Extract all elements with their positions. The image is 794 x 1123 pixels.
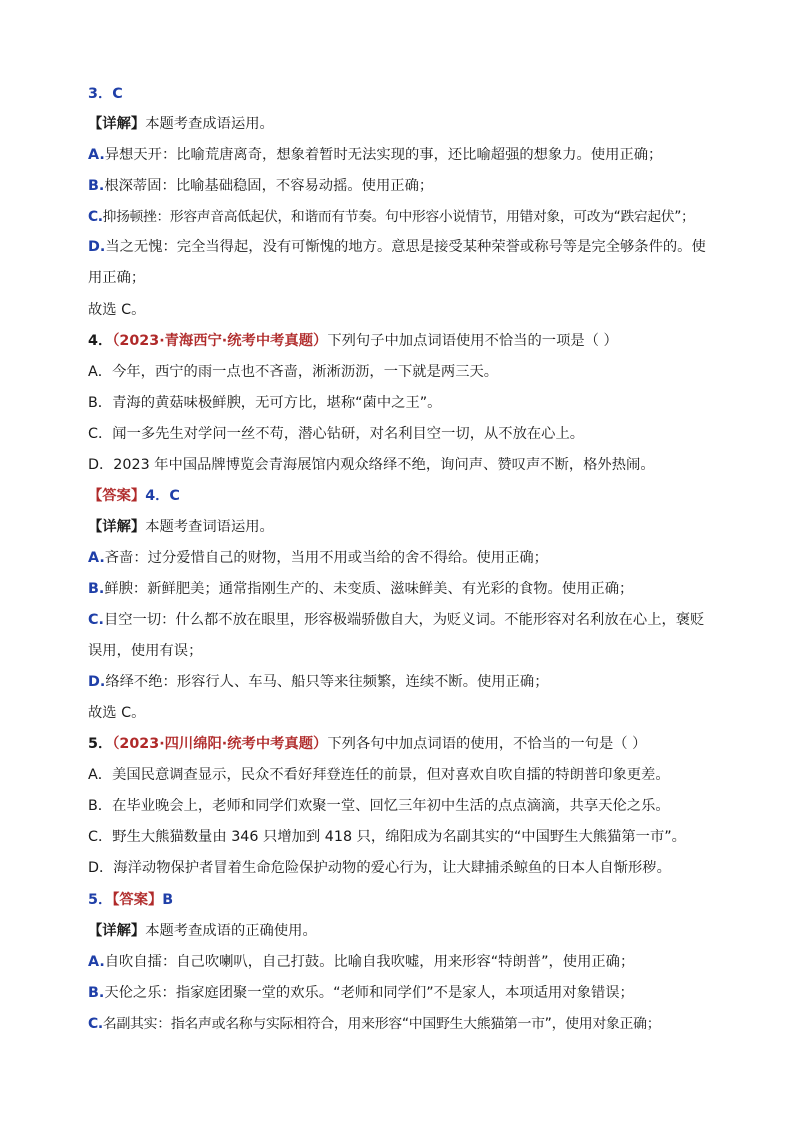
q4-explain-a-label: A.: [88, 550, 105, 566]
q5-detail: [88, 921, 718, 941]
q3-explain-d-text: 当之无愧：完全当得起，没有可惭愧的地方。意思是接受某种荣誉或称号等是完全够条件的。使用正确；: [88, 239, 706, 286]
q3-explain-a-text: 异想天开：比喻荒唐离奇，想象着暂时无法实现的事，还比喻超强的想象力。使用正确；: [104, 147, 663, 163]
q5-explain-a-text: 自吹自擂：自己吹喇叭，自己打鼓。比喻自我吹嘘，用来形容“特朗普”，使用正确；: [104, 954, 635, 970]
q5-explain-a: [88, 952, 718, 972]
q5-question: [88, 734, 718, 754]
q4-explain-c: [88, 605, 718, 667]
q5-explain-a-label: A.: [88, 954, 105, 970]
q5-explain-c-text: 名副其实：指名声或名称与实际相符合，用来形容“中国野生大熊猫第一市”，使用对象正确；: [102, 1016, 661, 1032]
q4-detail: [88, 517, 718, 537]
q4-explain-d-text: 络绎不绝：形容行人、车马、船只等来往频繁，连续不断。使用正确；: [105, 674, 549, 690]
q4-option-d: D．2023 年中国品牌博览会青海展馆内观众络绎不绝，询问声、赞叹声不断，格外热闹。: [88, 457, 655, 473]
q4-explain-b-label: B.: [88, 581, 105, 597]
q3-detail: [88, 114, 718, 134]
q3-detail-text: 本题考查成语运用。: [145, 116, 274, 132]
q4-explain-a-text: 吝啬：过分爱惜自己的财物，当用不用或当给的舍不得给。使用正确；: [104, 550, 548, 566]
q5-explain-b-text: 天伦之乐：指家庭团聚一堂的欢乐。“老师和同学们”不是家人，本项适用对象错误；: [104, 985, 634, 1001]
q3-explain-d-label: D.: [88, 239, 106, 255]
q3-conclusion: 故选 C。: [88, 302, 146, 318]
q3-explain-c-text: 抑扬顿挫：形容声音高低起伏，和谐而有节奏。句中形容小说情节，用错对象，可改为“跌宕起伏”；: [102, 209, 695, 225]
q5-answer: [88, 890, 718, 910]
q3-explain-c-label: C.: [88, 209, 103, 225]
q3-explain-b-label: B.: [88, 178, 105, 194]
q4-explain-c-text: 目空一切：什么都不放在眼里，形容极端骄傲自大，为贬义词。不能形容对名利放在心上，褒贬误用，使用有误；: [88, 612, 705, 659]
q5-explain-c: [88, 1014, 718, 1034]
q3-answer: 3．C: [88, 86, 123, 102]
q3-detail-label: 【详解】: [88, 116, 146, 132]
q5-answer-prefix: 5．: [88, 892, 113, 908]
q4-option-a: A．今年，西宁的雨一点也不吝啬，淅淅沥沥，一下就是两三天。: [88, 364, 499, 380]
q4-source: （2023·青海西宁·统考中考真题）: [112, 333, 328, 349]
q5-explain-b-label: B.: [88, 985, 105, 1001]
q5-option-c: C．野生大熊猫数量由 346 只增加到 418 只，绵阳成为名副其实的“中国野生大熊猫第一市”。: [88, 829, 686, 845]
q5-stem: 下列各句中加点词语的使用，不恰当的一句是（ ）: [327, 736, 647, 752]
q4-explain-c-label: C.: [88, 612, 104, 628]
q4-detail-text: 本题考查词语运用。: [145, 519, 274, 535]
q4-stem: 下列句子中加点词语使用不恰当的一项是（ ）: [327, 333, 618, 349]
q4-question: [88, 331, 718, 351]
q3-explain-b-text: 根深蒂固：比喻基础稳固，不容易动摇。使用正确；: [104, 178, 434, 194]
q5-number: 5．: [88, 736, 113, 752]
q5-detail-text: 本题考查成语的正确使用。: [145, 923, 317, 939]
q4-answer-label: 【答案】: [88, 488, 146, 504]
q3-explain-c: [88, 207, 718, 227]
q5-answer-label: 【答案】: [112, 892, 163, 908]
q4-option-b: B．青海的黄菇味极鲜腴，无可方比，堪称“菌中之王”。: [88, 395, 442, 411]
q4-explain-b-text: 鲜腴：新鲜肥美；通常指刚生产的、未变质、滋味鲜美、有光彩的食物。使用正确；: [104, 581, 634, 597]
q3-explain-b: [88, 176, 718, 196]
q4-explain-d-label: D.: [88, 674, 106, 690]
q5-option-b: B．在毕业晚会上，老师和同学们欢聚一堂、回忆三年初中生活的点点滴滴，共享天伦之乐。: [88, 798, 670, 814]
q4-answer: [88, 486, 718, 506]
q3-explain-d: [88, 232, 718, 294]
q4-explain-b: [88, 579, 718, 599]
q4-answer-text: 4．C: [145, 488, 180, 504]
q5-explain-b: [88, 983, 718, 1003]
q5-detail-label: 【详解】: [88, 923, 146, 939]
q3-explain-a-label: A.: [88, 147, 105, 163]
q4-number: 4．: [88, 333, 113, 349]
q3-explain-a: [88, 145, 718, 165]
q4-explain-a: [88, 548, 718, 568]
q4-option-c: C．闻一多先生对学问一丝不苟，潜心钻研，对名利目空一切，从不放在心上。: [88, 426, 585, 442]
q4-detail-label: 【详解】: [88, 519, 146, 535]
q4-explain-d: [88, 672, 718, 692]
q4-conclusion: 故选 C。: [88, 705, 146, 721]
q5-option-a: A．美国民意调查显示，民众不看好拜登连任的前景，但对喜欢自吹自擂的特朗普印象更差。: [88, 767, 670, 783]
q5-source: （2023·四川绵阳·统考中考真题）: [112, 736, 328, 752]
q5-explain-c-label: C.: [88, 1016, 103, 1032]
q5-option-d: D．海洋动物保护者冒着生命危险保护动物的爱心行为，让大肆捕杀鲸鱼的日本人自惭形秽。: [88, 860, 671, 876]
q5-answer-text: B: [162, 892, 174, 908]
